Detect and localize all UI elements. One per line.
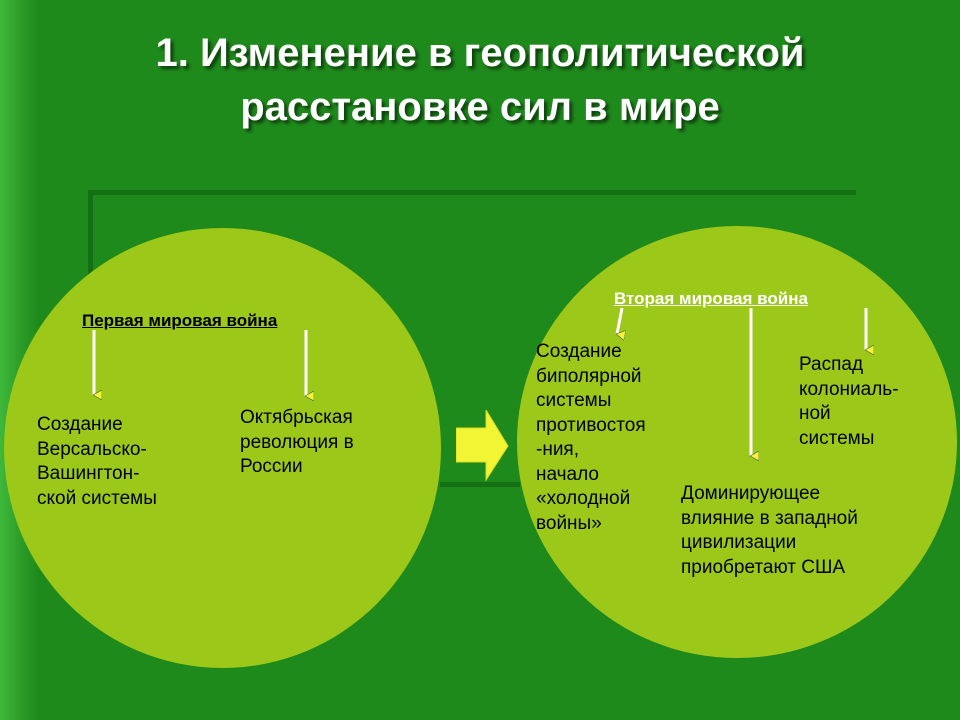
big-right-arrow-icon — [456, 410, 510, 482]
colonial-system-text: Распад колониаль- ной системы — [799, 354, 899, 449]
versailles-system-text: Создание Версальско- Вашингтон- ской системы — [37, 414, 157, 509]
bipolar-system-text: Создание биполярной системы противостоя -ния, начало «холодной войны» — [536, 341, 646, 534]
title-line-1: 1. Изменение в геополитической — [155, 31, 805, 75]
october-revolution-text: Октябрьская революция в России — [240, 407, 354, 477]
arrow-to-bipolar — [617, 308, 622, 334]
left-circle-heading: Первая мировая война — [82, 311, 278, 330]
title-line-2: расстановке сил в мире — [240, 85, 720, 129]
right-circle-heading: Вторая мировая война — [614, 289, 808, 308]
left-arrows — [94, 330, 306, 396]
usa-dominance-text: Доминирующее влияние в западной цивилизации приобретают США — [681, 483, 858, 578]
